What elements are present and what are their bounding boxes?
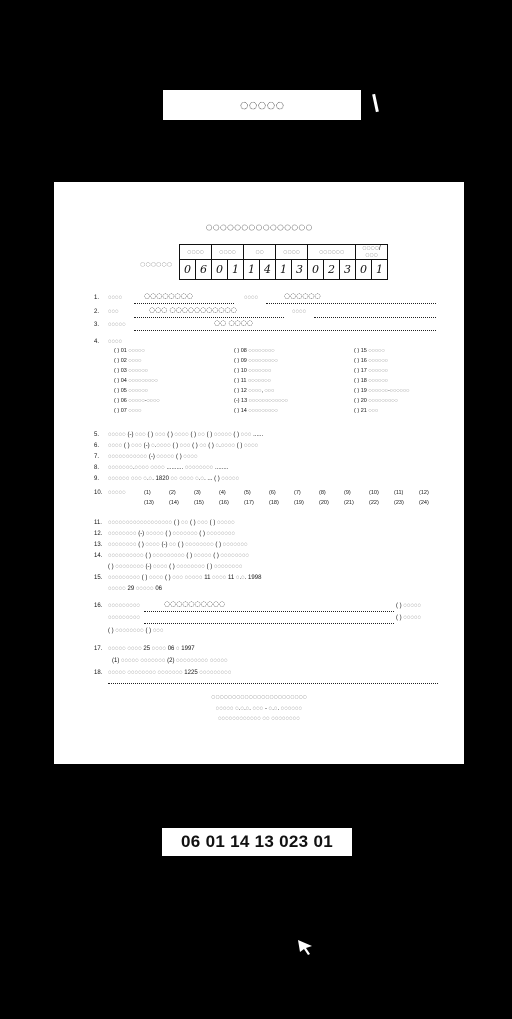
code-digit: 6 xyxy=(196,260,212,280)
code-digit: 3 xyxy=(292,260,308,280)
row-text: ◌◌◌◌◌◌◌◌◌◌◌ (-) ◌◌◌◌◌ ( ) ◌◌◌◌ xyxy=(108,454,198,460)
row-10-cell: (16) xyxy=(219,500,229,506)
code-digit: 1 xyxy=(276,260,292,280)
footer-line-3: ◌◌◌◌◌◌◌◌◌◌◌◌ ◌◌ ◌◌◌◌◌◌◌◌ xyxy=(218,716,300,722)
occupation-option: ( ) 12 ◌◌◌◌, ◌◌◌ xyxy=(234,388,275,394)
occupation-option: ( ) 09 ◌◌◌◌◌◌◌◌◌ xyxy=(234,358,278,364)
row-10-cell: (11) xyxy=(394,490,404,496)
row-num: 12. xyxy=(94,531,103,537)
field-2-num: 2. xyxy=(94,309,100,315)
occupation-option: ( ) 16 ◌◌◌◌◌◌ xyxy=(354,358,388,364)
row-text: ◌◌◌◌ ( ) ◌◌◌ (-) ◌.◌◌◌◌ ( ) ◌◌◌ ( ) ◌◌ ( ) ◌.◌◌◌◌ ( ) ◌◌◌◌ xyxy=(108,443,259,449)
row-16-label: ◌◌◌◌◌◌◌◌◌ xyxy=(108,603,141,609)
bottom-code-label: 06 01 14 13 023 01 xyxy=(162,828,352,856)
code-digit: 1 xyxy=(228,260,244,280)
code-digit: 2 xyxy=(324,260,340,280)
row-16b-right: ( ) ◌◌◌◌◌ xyxy=(396,615,422,621)
field-2-label: ◌◌◌ xyxy=(108,309,119,315)
row-text: ◌◌◌◌◌◌◌.◌◌◌◌ ◌◌◌◌ .......... ◌◌◌◌◌◌◌◌ ........ xyxy=(108,465,229,471)
row-10-num: 10. xyxy=(94,490,103,496)
row-text: ◌◌◌◌◌◌◌◌ ( ) ◌◌◌◌ (-) ◌◌ ( ) ◌◌◌◌◌◌◌◌ ( ) ◌◌◌◌◌◌◌ xyxy=(108,542,248,548)
row-text: ◌◌◌◌◌◌◌◌◌ ( ) ◌◌◌◌ ( ) ◌◌◌ ◌◌◌◌◌ 11 ◌◌◌◌ 11 ◌.◌. 1998 xyxy=(108,575,262,581)
field-3-num: 3. xyxy=(94,322,100,328)
row-10-cell: (2) xyxy=(169,490,176,496)
row-num: 6. xyxy=(94,443,100,449)
row-text: ◌◌◌◌◌◌◌◌◌◌ ( ) ◌◌◌◌◌◌◌◌◌ ( ) ◌◌◌◌◌ ( ) ◌◌◌◌◌◌◌◌ xyxy=(108,553,250,559)
footer-line-2: ◌◌◌◌◌ ◌.◌.◌. ◌◌◌ - ◌.◌. ◌◌◌◌◌◌ xyxy=(215,706,303,712)
row-10-cell: (15) xyxy=(194,500,204,506)
row-text: ◌◌◌◌◌ 29 ◌◌◌◌◌ 06 xyxy=(108,586,163,592)
row-18-num: 18. xyxy=(94,670,103,676)
code-header: ◌◌◌◌ xyxy=(276,245,308,260)
occupation-option: ( ) 06 ◌◌◌◌◌-◌◌◌◌ xyxy=(114,398,160,404)
occupation-option: ( ) 04 ◌◌◌◌◌◌◌◌◌ xyxy=(114,378,158,384)
row-17-text: ◌◌◌◌◌ ◌◌◌◌ 25 ◌◌◌◌ 06 ◌ 1997 xyxy=(108,646,195,652)
field-1-right-label: ◌◌◌◌ xyxy=(244,295,259,301)
code-digit: 0 xyxy=(356,260,372,280)
code-header: ◌◌ xyxy=(244,245,276,260)
row-10-cell: (20) xyxy=(319,500,329,506)
occupation-option: ( ) 20 ◌◌◌◌◌◌◌◌◌ xyxy=(354,398,398,404)
row-num: 11. xyxy=(94,520,102,526)
row-10-cell: (23) xyxy=(394,500,404,506)
code-header: ◌◌◌◌ xyxy=(212,245,244,260)
row-16b-options: ( ) ◌◌◌◌◌◌◌◌ ( ) ◌◌◌ xyxy=(108,628,164,634)
row-10-cell: (22) xyxy=(369,500,379,506)
row-10-cell: (4) xyxy=(219,490,226,496)
row-num: 5. xyxy=(94,432,100,438)
row-num: 15. xyxy=(94,575,103,581)
occupation-option: ( ) 18 ◌◌◌◌◌◌ xyxy=(354,378,388,384)
row-10-cell: (24) xyxy=(419,500,429,506)
top-label: ◌◌◌◌◌ xyxy=(163,90,361,120)
code-digit: 0 xyxy=(308,260,324,280)
code-table xyxy=(179,244,388,280)
occupation-option: ( ) 01 ◌◌◌◌◌ xyxy=(114,348,145,354)
row-17b-text: (1) ◌◌◌◌◌ ◌◌◌◌◌◌◌ (2) ◌◌◌◌◌◌◌◌◌ ◌◌◌◌◌ xyxy=(112,658,228,664)
row-10-cell: (6) xyxy=(269,490,276,496)
row-10-cell: (1) xyxy=(144,490,151,496)
row-16-right: ( ) ◌◌◌◌◌ xyxy=(396,603,422,609)
row-16-value: ◌◌◌◌◌◌◌◌◌◌ xyxy=(164,600,226,608)
occupation-option: ( ) 14 ◌◌◌◌◌◌◌◌◌ xyxy=(234,408,278,414)
occupation-option: ( ) 15 ◌◌◌◌◌ xyxy=(354,348,385,354)
row-text: ( ) ◌◌◌◌◌◌◌◌ (-) ◌◌◌◌ ( ) ◌◌◌◌◌◌◌◌ ( ) ◌◌◌◌◌◌◌◌ xyxy=(108,564,243,570)
row-num: 13. xyxy=(94,542,103,548)
code-header: ◌◌◌◌◌◌ xyxy=(308,245,356,260)
pointer-cursor-icon xyxy=(296,938,314,956)
form-title: ◌◌◌◌◌◌◌◌◌◌◌◌◌◌◌ xyxy=(205,220,313,234)
occupation-option: ( ) 03 ◌◌◌◌◌◌ xyxy=(114,368,148,374)
row-16-num: 16. xyxy=(94,603,103,609)
code-header: ◌◌◌◌/◌◌◌ xyxy=(356,245,388,260)
code-digit: 0 xyxy=(212,260,228,280)
row-text: ◌◌◌◌◌◌ ◌◌◌ ◌.◌. 1820 ◌◌ ◌◌◌◌ ◌.◌. ... ( ) ◌◌◌◌◌ xyxy=(108,476,240,482)
row-10-cell: (10) xyxy=(369,490,379,496)
field-1-value: ◌◌◌◌◌◌◌◌ xyxy=(144,292,193,300)
row-text: ◌◌◌◌◌ (-) ◌◌◌ ( ) ◌◌◌ ( ) ◌◌◌◌ ( ) ◌◌ ( ) ◌◌◌◌◌ ( ) ◌◌◌ ...... xyxy=(108,432,264,438)
code-digit: 1 xyxy=(372,260,388,280)
row-10-cell: (17) xyxy=(244,500,254,506)
field-3-label: ◌◌◌◌◌ xyxy=(108,322,126,328)
code-digit: 1 xyxy=(244,260,260,280)
occupation-option: ( ) 10 ◌◌◌◌◌◌◌ xyxy=(234,368,272,374)
field-2-right-label: ◌◌◌◌ xyxy=(292,309,307,315)
field-1-right-value: ◌◌◌◌◌◌ xyxy=(284,292,321,300)
occupation-option: ( ) 21 ◌◌◌ xyxy=(354,408,379,414)
occupation-option: ( ) 08 ◌◌◌◌◌◌◌◌ xyxy=(234,348,275,354)
section-4-label: ◌◌◌◌ xyxy=(108,339,123,345)
occupation-option: ( ) 05 ◌◌◌◌◌◌ xyxy=(114,388,148,394)
row-10-label: ◌◌◌◌◌ xyxy=(108,490,126,496)
field-3-value: ◌◌ ◌◌◌◌ xyxy=(214,319,253,327)
scan-mark xyxy=(372,94,379,112)
code-digit: 3 xyxy=(340,260,356,280)
occupation-option: (-) 13 ◌◌◌◌◌◌◌◌◌◌◌◌ xyxy=(234,398,288,404)
occupation-option: ( ) 02 ◌◌◌◌ xyxy=(114,358,142,364)
footer-title: ◌◌◌◌◌◌◌◌◌◌◌◌◌◌◌◌◌◌◌◌◌◌◌ xyxy=(211,694,307,701)
section-4-num: 4. xyxy=(94,339,100,345)
row-text: ◌◌◌◌◌◌◌◌ (-) ◌◌◌◌◌ ( ) ◌◌◌◌◌◌◌ ( ) ◌◌◌◌◌◌◌◌ xyxy=(108,531,236,537)
code-header: ◌◌◌◌ xyxy=(180,245,212,260)
row-num: 8. xyxy=(94,465,100,471)
field-1-num: 1. xyxy=(94,295,100,301)
row-10-cell: (3) xyxy=(194,490,201,496)
row-num: 9. xyxy=(94,476,100,482)
row-10-cell: (9) xyxy=(344,490,351,496)
field-2-value: ◌◌◌ ◌◌◌◌◌◌◌◌◌◌◌ xyxy=(149,306,237,314)
row-16b-label: ◌◌◌◌◌◌◌◌◌ xyxy=(108,615,141,621)
row-17-num: 17. xyxy=(94,646,103,652)
row-18-text: ◌◌◌◌◌ ◌◌◌◌◌◌◌◌ ◌◌◌◌◌◌◌ 1225 ◌◌◌◌◌◌◌◌◌ xyxy=(108,670,232,676)
row-10-cell: (12) xyxy=(419,490,429,496)
occupation-option: ( ) 17 ◌◌◌◌◌◌ xyxy=(354,368,388,374)
row-10-cell: (21) xyxy=(344,500,354,506)
row-10-cell: (7) xyxy=(294,490,301,496)
row-10-cell: (8) xyxy=(319,490,326,496)
row-10-cell: (5) xyxy=(244,490,251,496)
row-num: 14. xyxy=(94,553,103,559)
code-label: ◌◌◌◌◌◌ xyxy=(140,259,173,269)
code-digit: 0 xyxy=(180,260,196,280)
row-10-cell: (18) xyxy=(269,500,279,506)
row-num: 7. xyxy=(94,454,100,460)
form-page xyxy=(54,182,464,764)
row-10-cell: (14) xyxy=(169,500,179,506)
row-10-cell: (13) xyxy=(144,500,154,506)
occupation-option: ( ) 07 ◌◌◌◌ xyxy=(114,408,142,414)
row-text: ◌◌◌◌◌◌◌◌◌◌◌◌◌◌◌◌◌◌ ( ) ◌◌ ( ) ◌◌◌ ( ) ◌◌◌◌◌ xyxy=(108,520,235,526)
code-digit: 4 xyxy=(260,260,276,280)
occupation-option: ( ) 11 ◌◌◌◌◌◌◌ xyxy=(234,378,271,384)
field-1-label: ◌◌◌◌ xyxy=(108,295,123,301)
row-10-cell: (19) xyxy=(294,500,304,506)
occupation-option: ( ) 19 ◌◌◌◌◌◌-◌◌◌◌◌◌ xyxy=(354,388,410,394)
